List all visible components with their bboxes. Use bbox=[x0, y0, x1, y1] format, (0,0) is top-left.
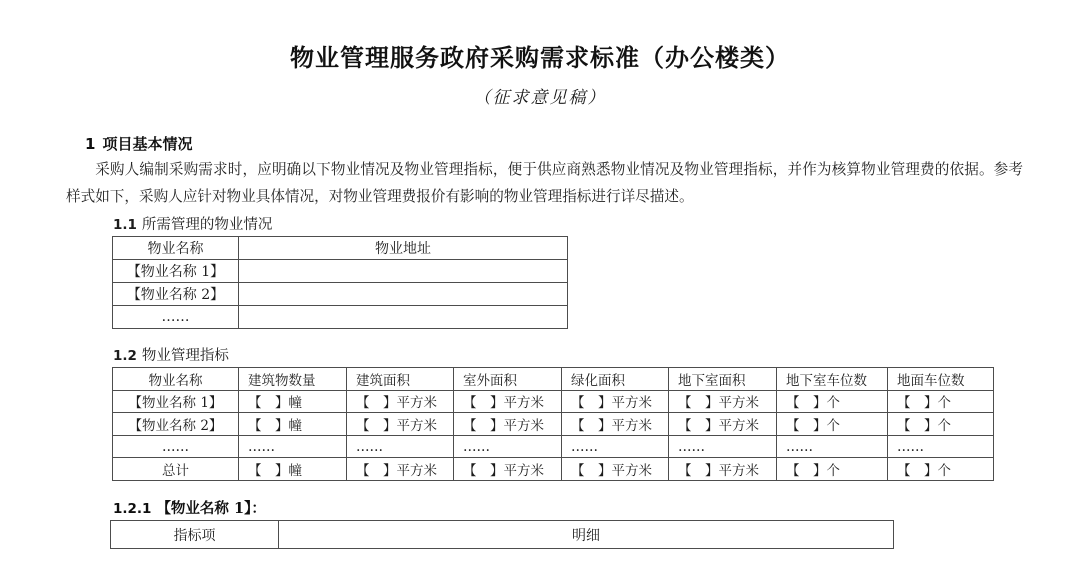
table-row bbox=[113, 283, 568, 306]
column-header: 室外面积 bbox=[454, 368, 562, 391]
cell: 【 】平方米 bbox=[454, 458, 562, 481]
cell: 【 】幢 bbox=[239, 458, 347, 481]
column-header: 物业名称 bbox=[113, 368, 239, 391]
cell-property-name: 【物业名称 2】 bbox=[113, 283, 239, 306]
column-header-property-name: 物业名称 bbox=[113, 237, 239, 260]
column-header-metric-item: 指标项 bbox=[111, 521, 279, 549]
section-1-2-heading bbox=[113, 344, 229, 365]
column-header: 地下室车位数 bbox=[777, 368, 888, 391]
cell: …… bbox=[113, 435, 239, 458]
cell: 【 】平方米 bbox=[562, 458, 669, 481]
cell: 【 】平方米 bbox=[669, 458, 777, 481]
table-row-total bbox=[113, 458, 994, 481]
cell: 【 】平方米 bbox=[347, 458, 454, 481]
cell: …… bbox=[347, 435, 454, 458]
column-header-detail: 明细 bbox=[279, 521, 894, 549]
cell: 【物业名称 2】 bbox=[113, 413, 239, 436]
section-1-1-title: 所需管理的物业情况 bbox=[141, 217, 273, 233]
cell: 【 】平方米 bbox=[347, 413, 454, 436]
section-1-2-number: 1.2 bbox=[113, 348, 137, 364]
section-1-2-1-heading bbox=[113, 497, 266, 518]
column-header: 地面车位数 bbox=[888, 368, 994, 391]
cell: …… bbox=[454, 435, 562, 458]
column-header-property-address: 物业地址 bbox=[239, 237, 568, 260]
section-1-2-1-title: 【物业名称 1】： bbox=[156, 500, 266, 517]
cell: 【 】幢 bbox=[239, 390, 347, 413]
cell: 【 】平方米 bbox=[669, 390, 777, 413]
column-header: 绿化面积 bbox=[562, 368, 669, 391]
cell: 【 】个 bbox=[888, 390, 994, 413]
table-row bbox=[113, 413, 994, 436]
property-metrics-table bbox=[112, 367, 994, 481]
cell-total-label: 总计 bbox=[113, 458, 239, 481]
cell: 【物业名称 1】 bbox=[113, 390, 239, 413]
section-1-2-title: 物业管理指标 bbox=[141, 348, 229, 364]
column-header: 建筑物数量 bbox=[239, 368, 347, 391]
cell-property-address bbox=[239, 283, 568, 306]
section-1-1-heading bbox=[113, 213, 272, 234]
section-1-paragraph: 采购人编制采购需求时，应明确以下物业情况及物业管理指标，便于供应商熟悉物业情况及物业管理指标，并作为核算物业管理费的依据。参考样式如下，采购人应针对物业具体情况，对物业管理费报价有影响的物业管理指标进行详尽描述。 bbox=[66, 161, 1023, 205]
section-1-1-number: 1.1 bbox=[113, 217, 137, 233]
property-info-header-row bbox=[113, 237, 568, 260]
cell-property-name: …… bbox=[113, 306, 239, 329]
document-subtitle: （征求意见稿） bbox=[473, 88, 607, 108]
table-row bbox=[113, 435, 994, 458]
cell: 【 】平方米 bbox=[562, 390, 669, 413]
detail-header-row bbox=[111, 521, 894, 549]
cell: 【 】个 bbox=[888, 458, 994, 481]
cell: 【 】平方米 bbox=[562, 413, 669, 436]
section-1-heading bbox=[85, 133, 192, 154]
cell: 【 】平方米 bbox=[347, 390, 454, 413]
section-1-title: 项目基本情况 bbox=[102, 135, 193, 153]
cell: 【 】个 bbox=[888, 413, 994, 436]
cell: 【 】平方米 bbox=[454, 413, 562, 436]
cell: 【 】个 bbox=[777, 390, 888, 413]
cell-property-name: 【物业名称 1】 bbox=[113, 260, 239, 283]
cell: 【 】平方米 bbox=[454, 390, 562, 413]
cell: 【 】平方米 bbox=[669, 413, 777, 436]
property-info-table bbox=[112, 236, 568, 329]
cell: 【 】幢 bbox=[239, 413, 347, 436]
section-1-2-1-number: 1.2.1 bbox=[113, 501, 152, 517]
cell: …… bbox=[777, 435, 888, 458]
cell-property-address bbox=[239, 306, 568, 329]
column-header: 建筑面积 bbox=[347, 368, 454, 391]
column-header: 地下室面积 bbox=[669, 368, 777, 391]
cell-property-address bbox=[239, 260, 568, 283]
table-row bbox=[113, 260, 568, 283]
section-1-number: 1 bbox=[85, 135, 96, 153]
cell: …… bbox=[239, 435, 347, 458]
cell: …… bbox=[669, 435, 777, 458]
cell: …… bbox=[562, 435, 669, 458]
table-row bbox=[113, 306, 568, 329]
metrics-header-row bbox=[113, 368, 994, 391]
document-title: 物业管理服务政府采购需求标准（办公楼类） bbox=[290, 43, 790, 72]
metric-detail-table bbox=[110, 520, 894, 549]
cell: 【 】个 bbox=[777, 413, 888, 436]
cell: …… bbox=[888, 435, 994, 458]
table-row bbox=[113, 390, 994, 413]
cell: 【 】个 bbox=[777, 458, 888, 481]
